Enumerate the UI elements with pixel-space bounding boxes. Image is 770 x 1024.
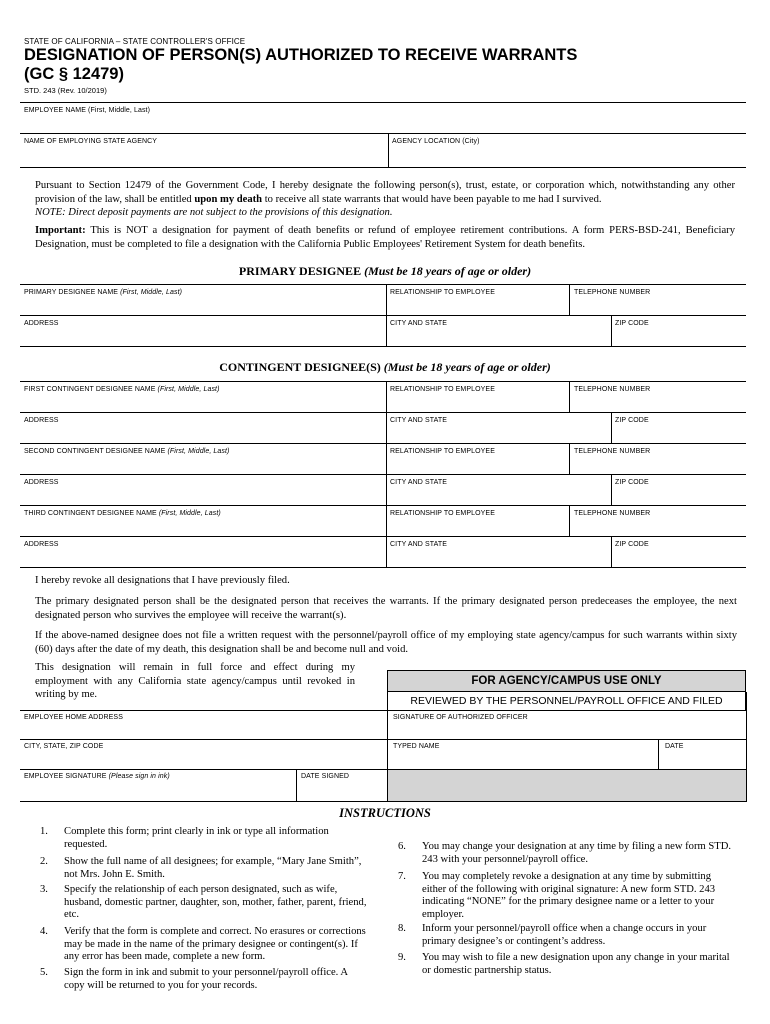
request-rule-statement: If the above-named designee does not file a written request with the personnel/payroll office of my employing state agency/campus for such warrants within sixty (60) days after the date of my death, this designation shall be and become null and void. — [35, 630, 737, 655]
second-contingent-name-label: SECOND CONTINGENT DESIGNEE NAME (First, Middle, Last) — [24, 448, 230, 455]
primary-address-field[interactable] — [20, 328, 386, 346]
third-contingent-zip-label: ZIP CODE — [615, 541, 649, 548]
authorized-officer-signature-label: SIGNATURE OF AUTHORIZED OFFICER — [393, 714, 528, 721]
instruction-item-6: 6. You may change your designation at any time by filing a new form STD. 243 with your personnel/payroll office. — [398, 841, 732, 865]
first-contingent-phone-label: TELEPHONE NUMBER — [574, 386, 651, 393]
primary-address-label: ADDRESS — [24, 320, 59, 327]
first-contingent-zip-label: ZIP CODE — [615, 417, 649, 424]
third-contingent-zip-field[interactable] — [612, 549, 745, 567]
city-state-zip-label: CITY, STATE, ZIP CODE — [24, 743, 104, 750]
third-contingent-phone-label: TELEPHONE NUMBER — [574, 510, 651, 517]
first-contingent-phone-field[interactable] — [570, 394, 745, 412]
second-contingent-name-field[interactable] — [20, 456, 386, 474]
agency-shaded-area — [388, 770, 746, 801]
important-paragraph: Important: This is NOT a designation for payment of death benefits or refund of employee retirement contributions. A form PERS-BSD-241, Beneficiary Designation, must be completed to file a designation with the California Public Employees' Retirement System for death benefits. — [35, 225, 735, 250]
first-contingent-relationship-field[interactable] — [387, 394, 569, 412]
intro-paragraph: Pursuant to Section 12479 of the Government Code, I hereby designate the following person(s), trust, estate, or corporation which, notwithstanding any other provision of the law, shall be entitled upon my death to receive all state warrants that would have been payable to me had I survived. NOTE: Direct deposit payments are not subject to the provisions of this designation. — [35, 180, 735, 218]
direct-deposit-note: NOTE: Direct deposit payments are not subject to the provisions of this designation. — [35, 207, 393, 218]
instruction-item-4: 4. Verify that the form is complete and correct. No erasures or corrections may be made in the name of the primary designee or contingent(s). If any error has been made, complete a new form. — [40, 926, 366, 962]
officer-date-label: DATE — [665, 743, 684, 750]
second-contingent-zip-field[interactable] — [612, 487, 745, 505]
second-contingent-zip-label: ZIP CODE — [615, 479, 649, 486]
agency-header: STATE OF CALIFORNIA – STATE CONTROLLER'S OFFICE — [24, 37, 246, 46]
form-title-line1: DESIGNATION OF PERSON(S) AUTHORIZED TO RECEIVE WARRANTS — [24, 46, 578, 64]
date-signed-label: DATE SIGNED — [301, 773, 350, 780]
employee-home-address-field[interactable] — [20, 722, 386, 739]
officer-date-field[interactable] — [659, 751, 745, 769]
instruction-item-3: 3. Specify the relationship of each person designated, such as wife, husband, domestic partner, daughter, son, mother, father, parent, friend, etc. — [40, 884, 367, 920]
second-contingent-city-label: CITY AND STATE — [390, 479, 448, 486]
first-contingent-city-field[interactable] — [387, 425, 611, 443]
second-contingent-relationship-field[interactable] — [387, 456, 569, 474]
third-contingent-relationship-label: RELATIONSHIP TO EMPLOYEE — [390, 510, 495, 517]
form-title — [24, 46, 577, 84]
employing-agency-field[interactable] — [20, 146, 386, 166]
first-contingent-address-label: ADDRESS — [24, 417, 59, 424]
primary-zip-label: ZIP CODE — [615, 320, 649, 327]
third-contingent-city-field[interactable] — [387, 549, 611, 567]
first-contingent-name-field[interactable] — [20, 394, 386, 412]
primary-relationship-label: RELATIONSHIP TO EMPLOYEE — [390, 289, 495, 296]
date-signed-field[interactable] — [297, 781, 387, 801]
first-contingent-city-label: CITY AND STATE — [390, 417, 448, 424]
typed-name-field[interactable] — [388, 751, 657, 769]
agency-location-label: AGENCY LOCATION (City) — [392, 138, 480, 145]
primary-city-field[interactable] — [387, 328, 611, 346]
primary-city-label: CITY AND STATE — [390, 320, 448, 327]
authorized-officer-signature-field[interactable] — [388, 722, 745, 739]
instruction-item-7: 7. You may completely revoke a designation at any time by submitting either of the following with original signature: A new form STD. 243 indicating “NONE” for the primary designee name or a letter to your employer. — [398, 871, 716, 920]
primary-name-field[interactable] — [20, 297, 386, 315]
agency-use-title: FOR AGENCY/CAMPUS USE ONLY — [387, 670, 746, 692]
third-contingent-city-label: CITY AND STATE — [390, 541, 448, 548]
third-contingent-relationship-field[interactable] — [387, 518, 569, 536]
typed-name-label: TYPED NAME — [393, 743, 440, 750]
third-contingent-name-label: THIRD CONTINGENT DESIGNEE NAME (First, Middle, Last) — [24, 510, 221, 517]
second-contingent-address-label: ADDRESS — [24, 479, 59, 486]
employing-agency-label: NAME OF EMPLOYING STATE AGENCY — [24, 138, 158, 145]
first-contingent-zip-field[interactable] — [612, 425, 745, 443]
primary-zip-field[interactable] — [612, 328, 745, 346]
first-contingent-address-field[interactable] — [20, 425, 386, 443]
instructions-heading: INSTRUCTIONS — [339, 806, 431, 820]
instruction-item-1: 1. Complete this form; print clearly in ink or type all information requested. — [40, 826, 329, 850]
employee-home-address-label: EMPLOYEE HOME ADDRESS — [24, 714, 123, 721]
instruction-item-9: 9. You may wish to file a new designation upon any change in your marital or domestic partnership status. — [398, 952, 730, 976]
employee-name-field[interactable] — [20, 115, 746, 132]
third-contingent-phone-field[interactable] — [570, 518, 745, 536]
second-contingent-address-field[interactable] — [20, 487, 386, 505]
third-contingent-address-field[interactable] — [20, 549, 386, 567]
city-state-zip-field[interactable] — [20, 751, 386, 769]
agency-location-field[interactable] — [389, 146, 745, 166]
contingent-designee-heading: CONTINGENT DESIGNEE(S) (Must be 18 years of age or older) — [219, 360, 551, 374]
revoke-statement: I hereby revoke all designations that I have previously filed. — [35, 575, 290, 586]
employee-signature-label: EMPLOYEE SIGNATURE (Please sign in ink) — [24, 773, 170, 780]
second-contingent-phone-field[interactable] — [570, 456, 745, 474]
second-contingent-city-field[interactable] — [387, 487, 611, 505]
third-contingent-address-label: ADDRESS — [24, 541, 59, 548]
primary-phone-field[interactable] — [570, 297, 745, 315]
instruction-item-2: 2. Show the full name of all designees; for example, “Mary Jane Smith”, not Mrs. John E. Smith. — [40, 856, 362, 880]
primary-designee-heading: PRIMARY DESIGNEE (Must be 18 years of age or older) — [238, 264, 532, 278]
primary-name-label: PRIMARY DESIGNEE NAME (First, Middle, Last) — [24, 289, 183, 296]
employee-name-label: EMPLOYEE NAME (First, Middle, Last) — [24, 107, 151, 114]
form-number: STD. 243 (Rev. 10/2019) — [24, 86, 107, 95]
first-contingent-name-label: FIRST CONTINGENT DESIGNEE NAME (First, Middle, Last) — [24, 386, 220, 393]
employee-signature-field[interactable] — [20, 781, 295, 801]
third-contingent-name-field[interactable] — [20, 518, 386, 536]
instruction-item-5: 5. Sign the form in ink and submit to your personnel/payroll office. A copy will be returned to you for your records. — [40, 967, 348, 991]
agency-reviewed-text: REVIEWED BY THE PERSONNEL/PAYROLL OFFICE AND FILED — [387, 692, 746, 710]
primary-phone-label: TELEPHONE NUMBER — [574, 289, 651, 296]
remain-statement: This designation will remain in full force and effect during my employment with any California state agency/campus until revoked in writing by me. — [35, 662, 355, 700]
primary-rule-statement: The primary designated person shall be the designated person that receives the warrants. If the primary designated person predeceases the employee, the next designated person who survives the employee will receive the warrant(s). — [35, 596, 737, 621]
first-contingent-relationship-label: RELATIONSHIP TO EMPLOYEE — [390, 386, 495, 393]
form-title-line2: (GC § 12479) — [24, 65, 124, 83]
instruction-item-8: 8. Inform your personnel/payroll office when a change occurs in your primary designee’s or contingent’s address. — [398, 923, 707, 947]
primary-relationship-field[interactable] — [387, 297, 569, 315]
second-contingent-phone-label: TELEPHONE NUMBER — [574, 448, 651, 455]
second-contingent-relationship-label: RELATIONSHIP TO EMPLOYEE — [390, 448, 495, 455]
